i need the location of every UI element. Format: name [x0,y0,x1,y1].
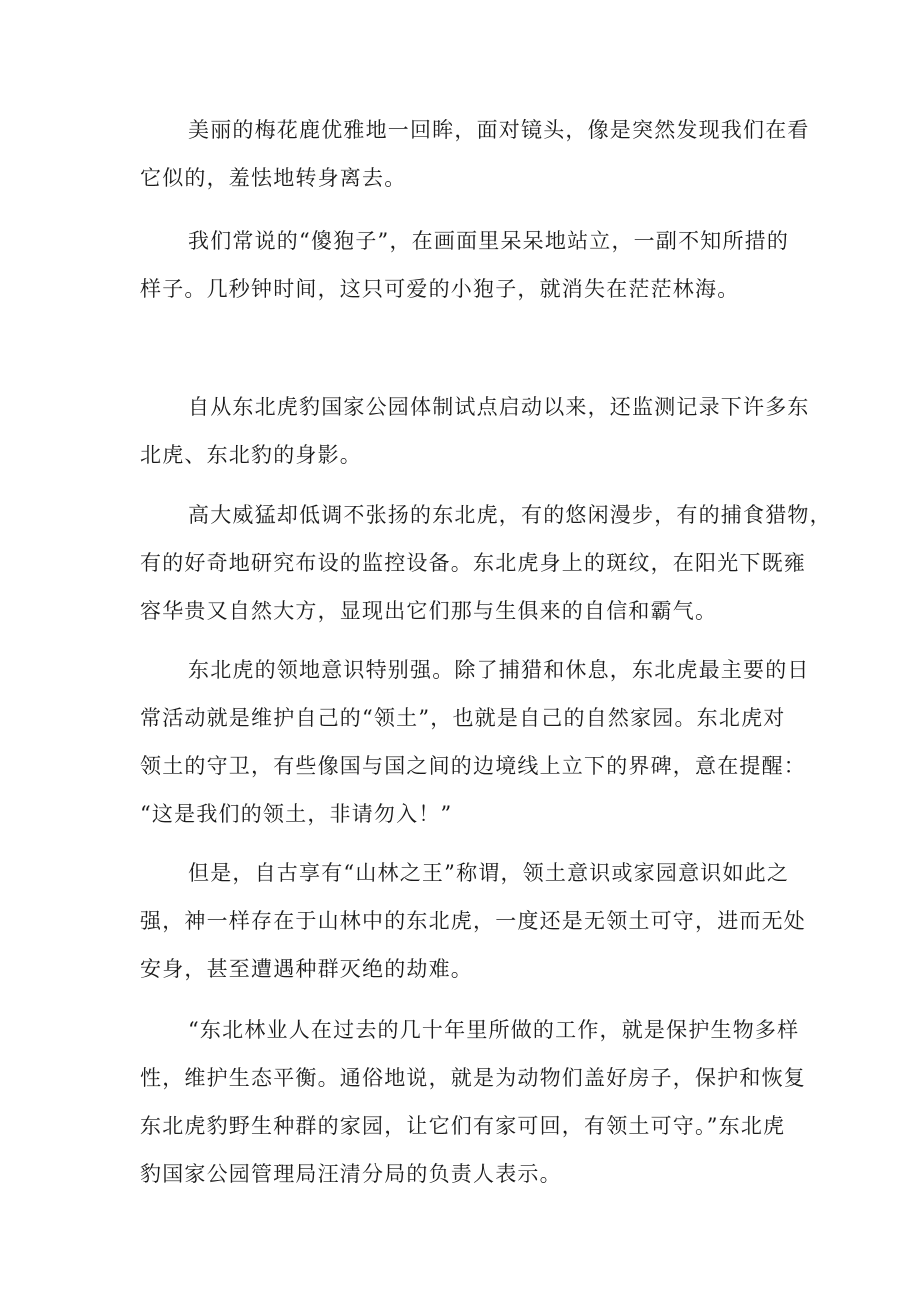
paragraph-line: “东北林业人在过去的几十年里所做的工作，就是保护生物多样 [188,1018,800,1042]
paragraph-1 [140,106,810,202]
paragraph-line: 高大威猛却低调不张扬的东北虎，有的悠闲漫步，有的捕食猎物， [188,503,832,527]
paragraph-line: 我们常说的“傻狍子”，在画面里呆呆地站立，一副不知所措的 [188,229,790,253]
paragraph-2 [140,217,800,313]
paragraph-line: 样子。几秒钟时间，这只可爱的小狍子，就消失在茫茫林海。 [140,277,740,301]
paragraph-line: 性，维护生态平衡。通俗地说，就是为动物们盖好房子，保护和恢复 [140,1066,806,1090]
paragraph-line: “这是我们的领土，非请勿入！” [140,802,453,826]
paragraph-line: 美丽的梅花鹿优雅地一回眸，面对镜头，像是突然发现我们在看 [188,118,810,142]
paragraph-6 [140,849,806,993]
paragraph-line: 强，神一样存在于山林中的东北虎，一度还是无领土可守，进而无处 [140,909,806,933]
paragraph-line: 有的好奇地研究布设的监控设备。东北虎身上的斑纹，在阳光下既雍 [140,551,806,575]
paragraph-5 [140,646,810,838]
paragraph-line: 东北虎豹野生种群的家园，让它们有家可回，有领土可守。”东北虎 [140,1114,786,1138]
paragraph-line: 常活动就是维护自己的“领土”，也就是自己的自然家园。东北虎对 [140,706,786,730]
paragraph-3 [140,383,810,479]
paragraph-line: 它似的，羞怯地转身离去。 [140,166,407,190]
paragraph-line: 安身，甚至遭遇种群灭绝的劫难。 [140,957,473,981]
paragraph-line: 容华贵又自然大方，显现出它们那与生俱来的自信和霸气。 [140,599,718,623]
paragraph-4 [140,491,832,635]
paragraph-line: 领土的守卫，有些像国与国之间的边境线上立下的界碑，意在提醒： [140,754,806,778]
paragraph-line: 豹国家公园管理局汪清分局的负责人表示。 [140,1162,562,1186]
paragraph-line: 东北虎的领地意识特别强。除了捕猎和休息，东北虎最主要的日 [188,658,810,682]
paragraph-line: 自从东北虎豹国家公园体制试点启动以来，还监测记录下许多东 [188,395,810,419]
paragraph-7 [140,1006,806,1198]
paragraph-line: 但是，自古享有“山林之王”称谓，领土意识或家园意识如此之 [188,861,790,885]
paragraph-line: 北虎、东北豹的身影。 [140,443,362,467]
